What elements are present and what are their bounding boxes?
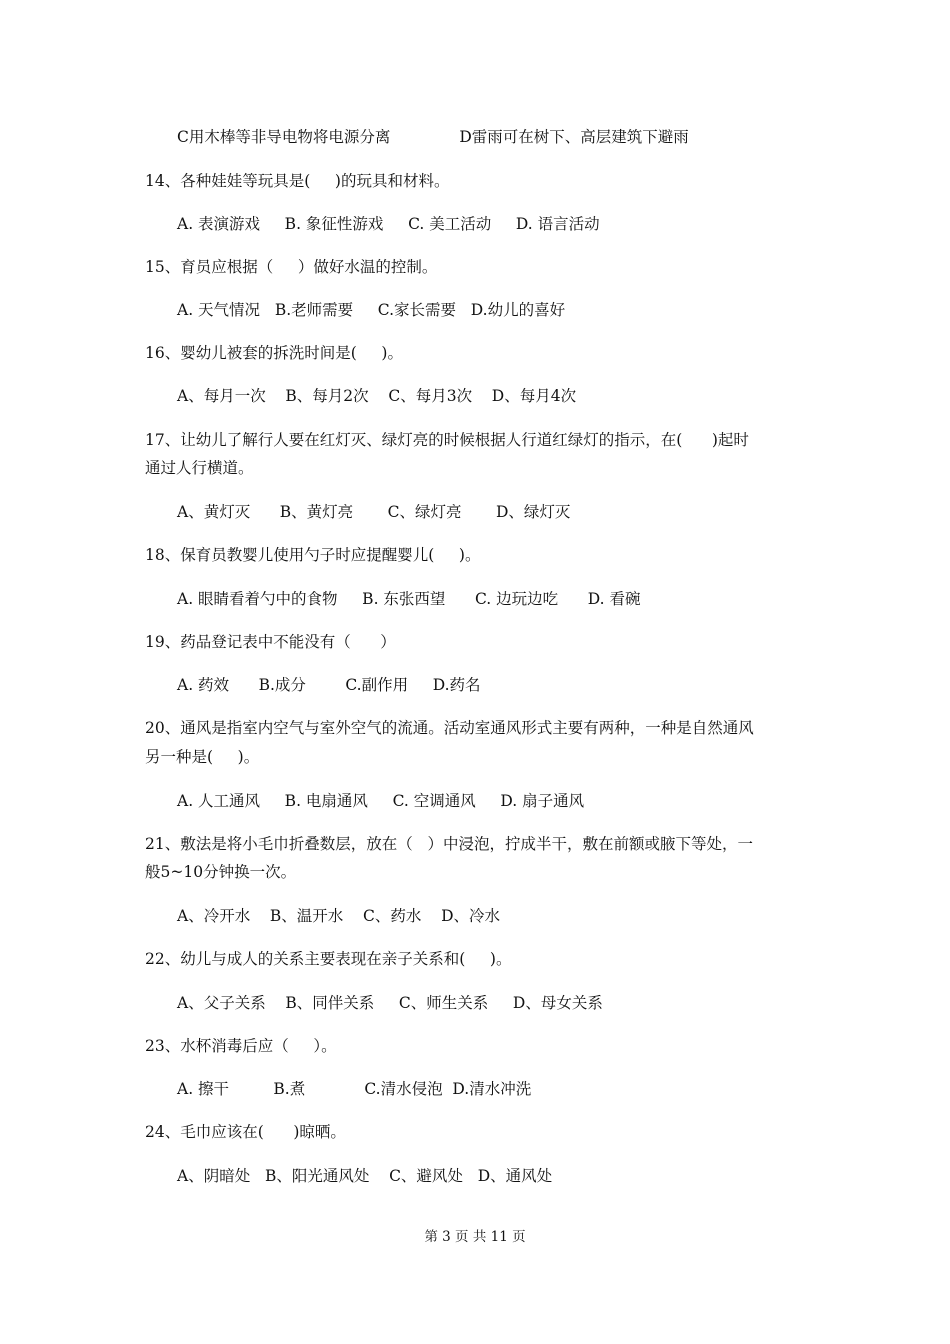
question-19: 19、药品登记表中不能没有（ ） [145, 633, 396, 651]
answer-options-20: A. 人工通风 B. 电扇通风 C. 空调通风 D. 扇子通风 [177, 792, 585, 810]
answer-options-24: A、阴暗处 B、阳光通风处 C、避风处 D、通风处 [177, 1167, 553, 1185]
question-22: 22、幼儿与成人的关系主要表现在亲子关系和( )。 [145, 950, 512, 968]
answer-options-23: A. 擦干 B.煮 C.清水侵泡 D.清水冲洗 [177, 1080, 532, 1098]
answer-options-21: A、冷开水 B、温开水 C、药水 D、冷水 [177, 907, 500, 925]
question-23: 23、水杯消毒后应（ ）。 [145, 1037, 337, 1055]
answer-options-15: A. 天气情况 B.老师需要 C.家长需要 D.幼儿的喜好 [177, 301, 566, 319]
answer-options-13: C用木棒等非导电物将电源分离 D雷雨可在树下、高层建筑下避雨 [177, 128, 689, 146]
question-14: 14、各种娃娃等玩具是( )的玩具和材料。 [145, 172, 450, 190]
question-21-continued: 般5~10分钟换一次。 [145, 863, 297, 881]
question-17-continued: 通过人行横道。 [145, 459, 254, 477]
answer-options-19: A. 药效 B.成分 C.副作用 D.药名 [177, 676, 481, 694]
question-20-continued: 另一种是( )。 [145, 748, 260, 766]
page-footer: 第 3 页 共 11 页 [424, 1229, 526, 1245]
question-16: 16、婴幼儿被套的拆洗时间是( )。 [145, 344, 403, 362]
question-15: 15、育员应根据（ ）做好水温的控制。 [145, 258, 438, 276]
question-24: 24、毛巾应该在( )晾晒。 [145, 1123, 346, 1141]
answer-options-14: A. 表演游戏 B. 象征性游戏 C. 美工活动 D. 语言活动 [177, 215, 600, 233]
answer-options-17: A、黄灯灭 B、黄灯亮 C、绿灯亮 D、绿灯灭 [177, 503, 571, 521]
answer-options-18: A. 眼睛看着勺中的食物 B. 东张西望 C. 边玩边吃 D. 看碗 [177, 590, 641, 608]
answer-options-22: A、父子关系 B、同伴关系 C、师生关系 D、母女关系 [177, 994, 603, 1012]
question-17: 17、让幼儿了解行人要在红灯灭、绿灯亮的时候根据人行道红绿灯的指示，在( )起时 [145, 431, 749, 449]
question-20: 20、通风是指室内空气与室外空气的流通。活动室通风形式主要有两种，一种是自然通风 [145, 719, 754, 737]
answer-options-16: A、每月一次 B、每月2次 C、每月3次 D、每月4次 [177, 387, 577, 405]
question-21: 21、敷法是将小毛巾折叠数层，放在（ ）中浸泡，拧成半干，敷在前额或腋下等处，一 [145, 835, 754, 853]
question-18: 18、保育员教婴儿使用勺子时应提醒婴儿( )。 [145, 546, 481, 564]
